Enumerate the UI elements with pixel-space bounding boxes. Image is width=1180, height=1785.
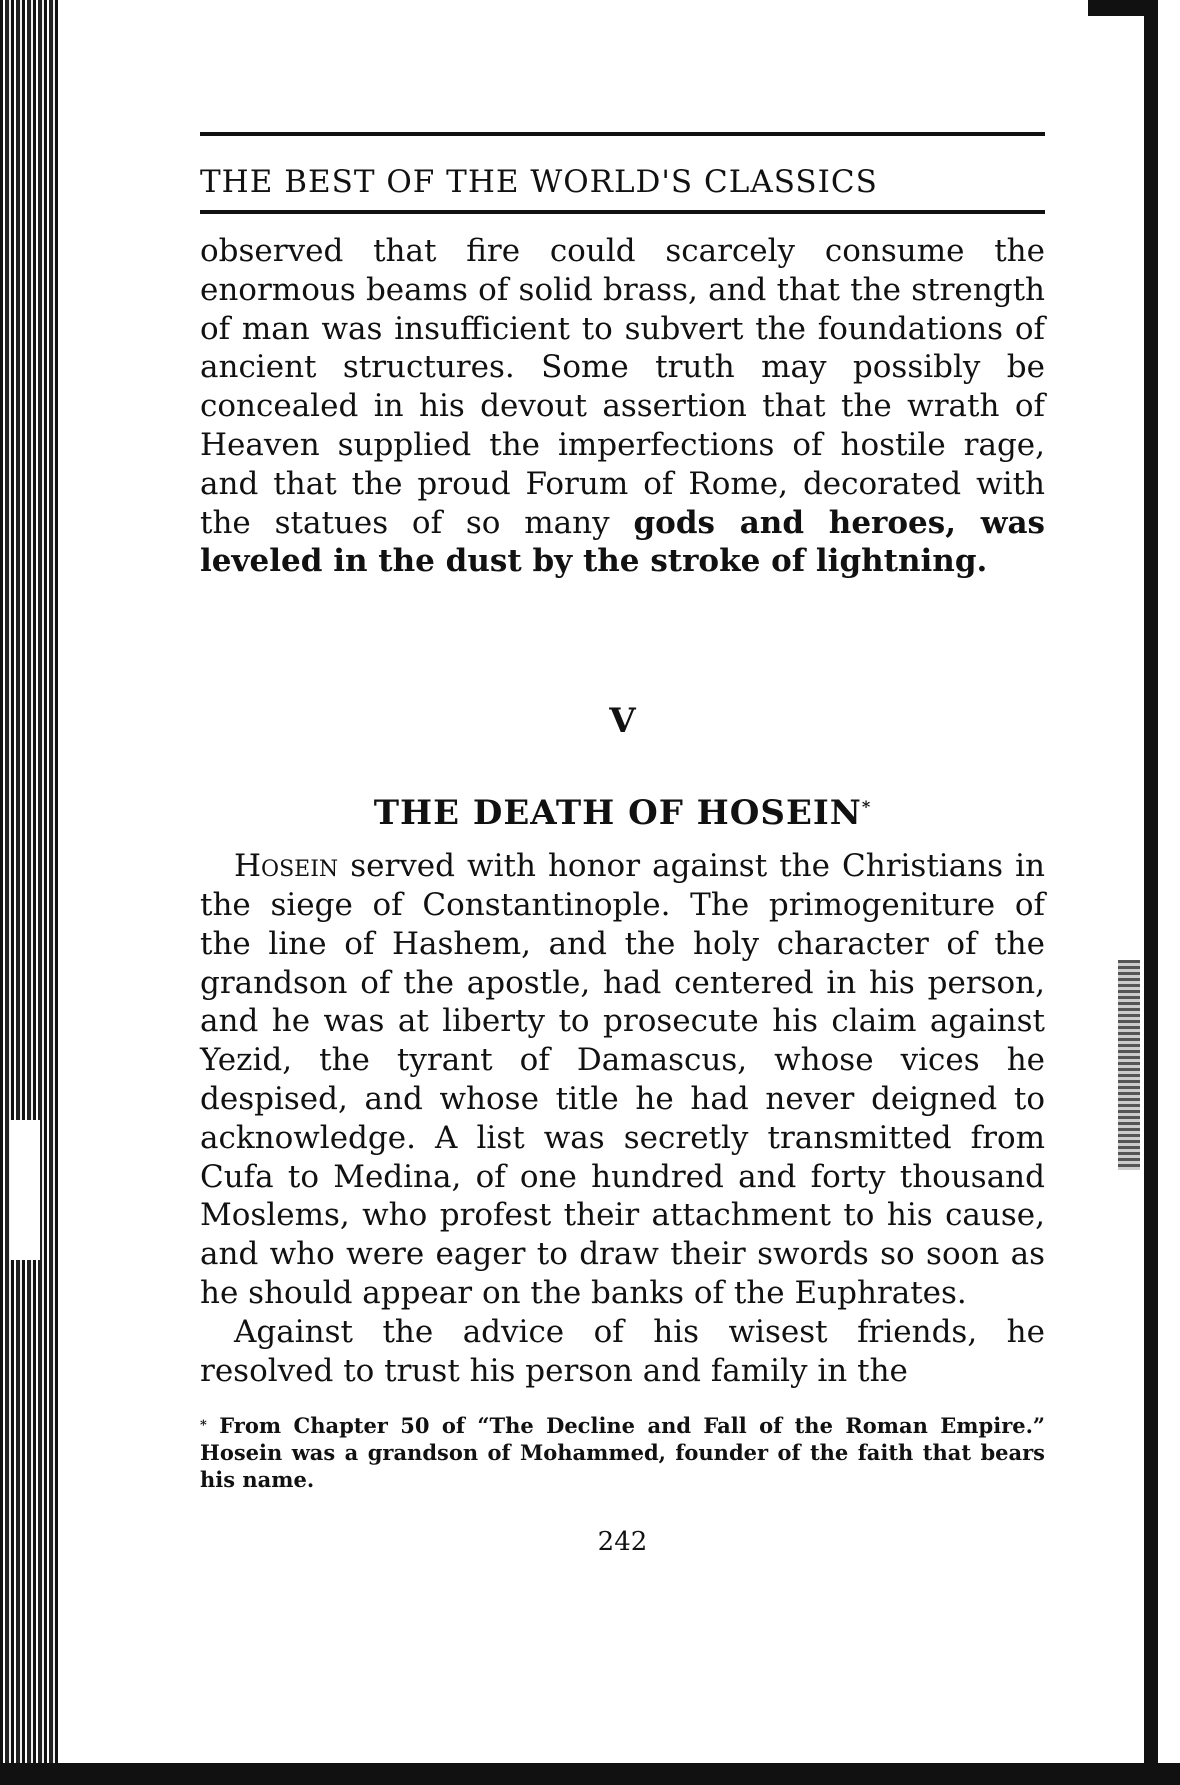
scan-edge-gap bbox=[10, 1120, 40, 1260]
footnote-marker: * bbox=[861, 797, 872, 817]
footnote bbox=[200, 1412, 1045, 1493]
book-page bbox=[200, 132, 1045, 1557]
footnote-text: From Chapter 50 of “The Decline and Fall of the Roman Empire.” Hosein was a grandson of Mohammed, founder of the faith that bears his name. bbox=[200, 1413, 1046, 1493]
paragraph-text: served with honor against the Christians in the siege of Constantinople. The primogeniture of the line of Hashem, and the holy character of the grandson of the apostle, had centered in his person, and he was at liberty to prosecute his claim against Yezid, the tyrant of Damascus, whose vices he despised, and whose title he had never deigned to acknowledge. A list was secretly transmitted from Cufa to Medina, of one hundred and forty thousand Moslems, who profest their attachment to his cause, and who were eager to draw their swords so soon as he should appear on the banks of the Euphrates. bbox=[200, 848, 1046, 1311]
scan-stain bbox=[1118, 960, 1140, 1170]
continued-text-bold: gods and heroes, was leveled in the dust by the stroke of lightning. bbox=[200, 504, 1046, 580]
header-rule-top bbox=[200, 132, 1045, 136]
footnote-mark: * bbox=[200, 1418, 207, 1434]
header-rule-bottom bbox=[200, 210, 1045, 214]
paragraph bbox=[200, 1313, 1045, 1391]
paragraph bbox=[200, 847, 1045, 1313]
chapter-number: V bbox=[609, 701, 636, 742]
page-number: 242 bbox=[597, 1527, 648, 1558]
paragraph-text: Against the advice of his wisest friends, he resolved to trust his person and family in the bbox=[200, 1313, 1045, 1389]
chapter-title bbox=[200, 793, 1045, 833]
running-head: THE BEST OF THE WORLD'S CLASSICS bbox=[200, 164, 878, 200]
scan-edge-left bbox=[0, 0, 58, 1785]
chapter-title-text: THE DEATH OF HOSEIN bbox=[373, 793, 862, 834]
scan-edge-bottom bbox=[0, 1763, 1180, 1785]
continued-paragraph bbox=[200, 232, 1045, 581]
continued-text: observed that fire could scarcely consume the enormous beams of solid brass, and that the strength of man was insufficient to subvert the foundations of ancient structures. Some truth may possibly be concealed in his devout assertion that the wrath of Heaven supplied the imperfections of hostile rage, and that the proud Forum of Rome, decorated with the statues of so many bbox=[200, 233, 1045, 541]
paragraph-lead: Hosein bbox=[234, 848, 339, 885]
scan-edge-right bbox=[1144, 0, 1158, 1785]
